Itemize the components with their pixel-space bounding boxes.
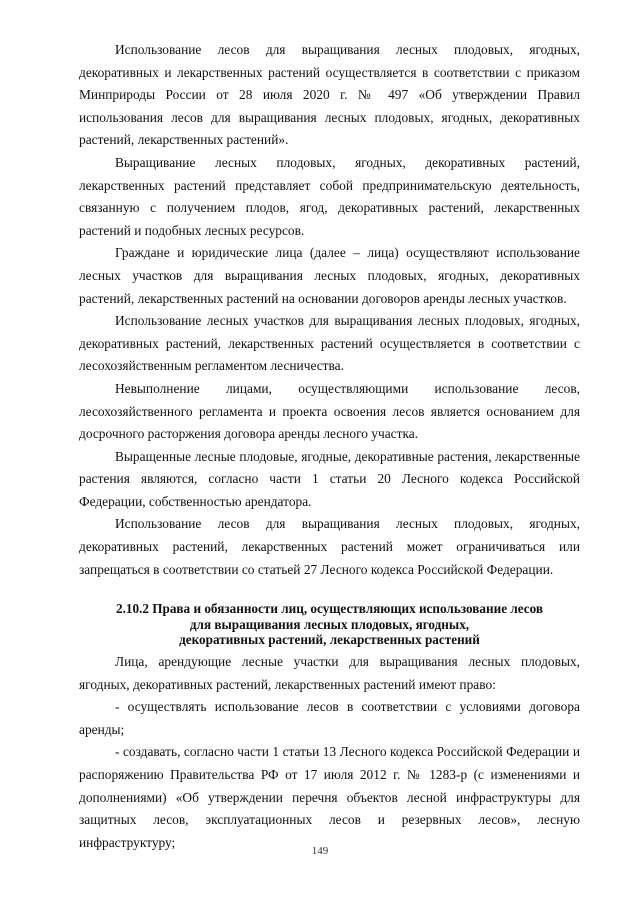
paragraph: Выращивание лесных плодовых, ягодных, декоративных растений, лекарственных растений представляет собой предпринимательскую деятельность, связанную с получением плодов, ягод, декоративных растений, лекарственных растений и подобных лесных ресурсов. [79, 154, 580, 238]
page-number: 149 [311, 845, 329, 857]
paragraph: Невыполнение лицами, осуществляющими использование лесов, лесохозяйственного регламента и проекта освоения лесов является основанием для досрочного расторжения договора аренды лесного участка. [79, 380, 580, 442]
paragraph: Лица, арендующие лесные участки для выращивания лесных плодовых, ягодных, декоративных растений, лекарственных растений имеют право: [79, 654, 580, 692]
paragraph: Выращенные лесные плодовые, ягодные, декоративные растения, лекарственные растения являются, согласно части 1 статьи 20 Лесного кодекса Российской Федерации, собственностью арендатора. [79, 448, 580, 509]
paragraph: Использование лесов для выращивания лесных плодовых, ягодных, декоративных и лекарственных растений осуществляется в соответствии с приказом Минприроды России от 28 июля 2020 г. № 497 «Об утверждении Правил использования лесов для выращивания лесных плодовых, ягодных, декоративных растений, лекарственных растений». [79, 42, 580, 148]
list-item: - осуществлять использование лесов в соответствии с условиями договора аренды; [79, 699, 580, 737]
paragraph: Граждане и юридические лица (далее – лица) осуществляют использование лесных участков для выращивания лесных плодовых, ягодных, декоративных растений, лекарственных растений на основании договоров аренды лесных участков. [79, 245, 580, 306]
document-page [79, 39, 580, 854]
paragraph: Использование лесных участков для выращивания лесных плодовых, ягодных, декоративных растений, лекарственных растений осуществляется в соответствии с лесохозяйственным регламентом лесничества. [79, 313, 580, 374]
list-item: - создавать, согласно части 1 статьи 13 Лесного кодекса Российской Федерации и распоряжению Правительства РФ от 17 июля 2012 г. № 1283-р (с изменениями и дополнениями) «Об утверждении перечня объектов лесной инфраструктуры для защитных лесов, эксплуатационных лесов и резервных лесов», лесную инфраструктуру; [79, 744, 580, 850]
section-heading-line: 2.10.2 Права и обязанности лиц, осуществляющих использование лесов [115, 601, 544, 617]
section-heading-line: для выращивания лесных плодовых, ягодных, [189, 616, 470, 632]
section-heading [79, 601, 580, 648]
section-heading-line: декоративных растений, лекарственных растений [179, 632, 480, 648]
paragraph: Использование лесов для выращивания лесных плодовых, ягодных, декоративных растений, лекарственных растений может ограничиваться или запрещаться в соответствии со статьей 27 Лесного кодекса Российской Федерации. [79, 516, 580, 577]
